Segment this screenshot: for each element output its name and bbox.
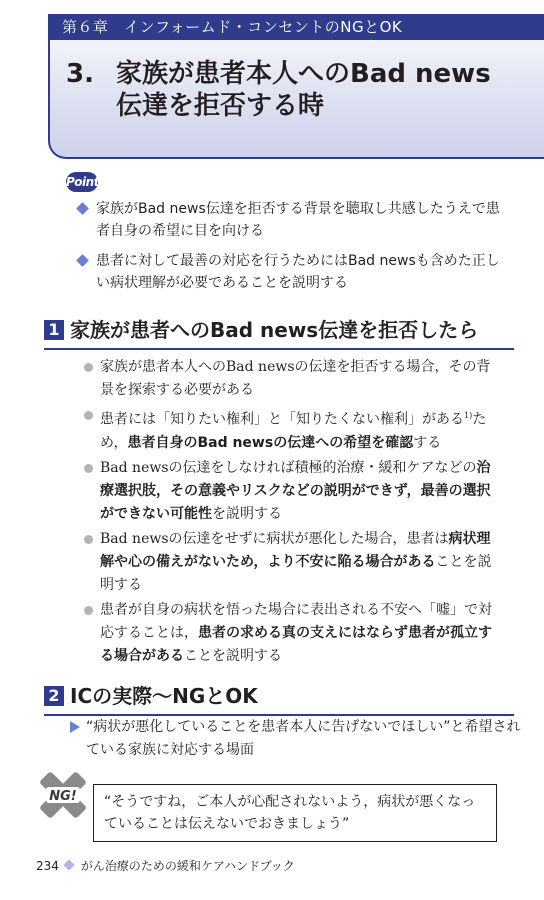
section-number-badge: 2 — [44, 686, 64, 706]
bullet-text: する — [413, 434, 442, 451]
bullet-dot-icon — [84, 535, 93, 544]
bullet-text: ことを説明する — [184, 647, 282, 664]
ng-quote-text: “そうですね，ご本人が心配されないよう，病状が悪くなっていることは伝えないでおきましょう” — [104, 794, 476, 832]
bullet-text: Bad newsの伝達をせずに病状が悪化した場合，患者は — [100, 530, 449, 547]
point-item — [78, 198, 508, 242]
page-title — [66, 58, 536, 122]
point-badge: Point — [66, 172, 98, 192]
section-2-heading — [44, 682, 514, 716]
bullet-dot-icon — [84, 464, 93, 473]
list-item — [84, 599, 504, 668]
title-number: 3. — [66, 59, 94, 89]
bullet-emphasis: 患者の求める真の支えにはならず患者が孤立する場合がある — [100, 624, 492, 664]
ng-label: NG! — [49, 789, 77, 804]
bullet-emphasis: 患者自身のBad newsの伝達への希望を確認 — [127, 434, 414, 451]
chapter-band: 第６章 インフォームド・コンセントのNGとOK — [48, 14, 544, 40]
bullet-text: ことを説明する — [100, 553, 492, 593]
book-title: がん治療のための緩和ケアハンドブック — [80, 859, 295, 873]
bullet-text: ため， — [100, 411, 487, 451]
section-number-badge: 1 — [44, 320, 64, 340]
scene-description — [70, 716, 526, 762]
point-item — [78, 250, 508, 294]
list-item — [84, 404, 504, 455]
triangle-bullet-icon — [70, 721, 80, 733]
bullet-emphasis: 病状理解や心の備えがないため，より不安に陥る場合がある — [100, 530, 491, 570]
bullet-text: を説明する — [212, 505, 282, 522]
section-title: ICの実際〜NGとOK — [70, 684, 258, 708]
bullet-emphasis: 治療選択肢，その意義やリスクなどの説明ができず，最善の選択ができない可能性 — [100, 459, 491, 522]
section-1-heading — [44, 316, 514, 350]
bullet-dot-icon — [84, 606, 93, 615]
bullet-dot-icon — [84, 411, 93, 420]
bullet-text: 家族が患者本人へのBad newsの伝達を拒否する場合，その背景を探索する必要がある — [100, 359, 491, 398]
section-title: 家族が患者へのBad news伝達を拒否したら — [70, 318, 479, 342]
reference-superscript: 1) — [464, 411, 473, 420]
scene-text: “病状が悪化していることを患者本人に告げないでほしい”と希望されている家族に対応する場面 — [86, 719, 521, 758]
point-text: 家族がBad news伝達を拒否する背景を聴取し共感したうえで患者自身の希望に目を向ける — [96, 201, 500, 239]
title-line2: 伝達を拒否する時 — [116, 91, 325, 121]
list-item — [84, 457, 504, 526]
list-item — [84, 528, 504, 597]
list-item — [84, 356, 504, 402]
diamond-bullet-icon — [76, 254, 89, 267]
bullet-text: 患者が自身の病状を悟った場合に表出される不安へ「嘘」で対応することは， — [100, 601, 492, 641]
footer-diamond-icon — [63, 859, 74, 870]
bullet-text: 患者には「知りたい権利」と「知りたくない権利」がある — [100, 411, 464, 428]
diamond-bullet-icon — [76, 202, 89, 215]
bullet-dot-icon — [84, 363, 93, 372]
bullet-text: Bad newsの伝達をしなければ積極的治療・緩和ケアなどの — [100, 459, 477, 476]
section-1-bullet-list — [84, 356, 504, 670]
page-number: 234 — [36, 859, 59, 873]
page-footer — [36, 858, 295, 874]
point-list — [78, 198, 508, 302]
title-line1: 家族が患者本人へのBad news — [116, 59, 491, 89]
ng-quote-box — [93, 784, 497, 842]
ng-x-icon — [40, 772, 86, 818]
point-text: 患者に対して最善の対応を行うためにはBad newsも含めた正しい病状理解が必要であることを説明する — [96, 253, 500, 291]
